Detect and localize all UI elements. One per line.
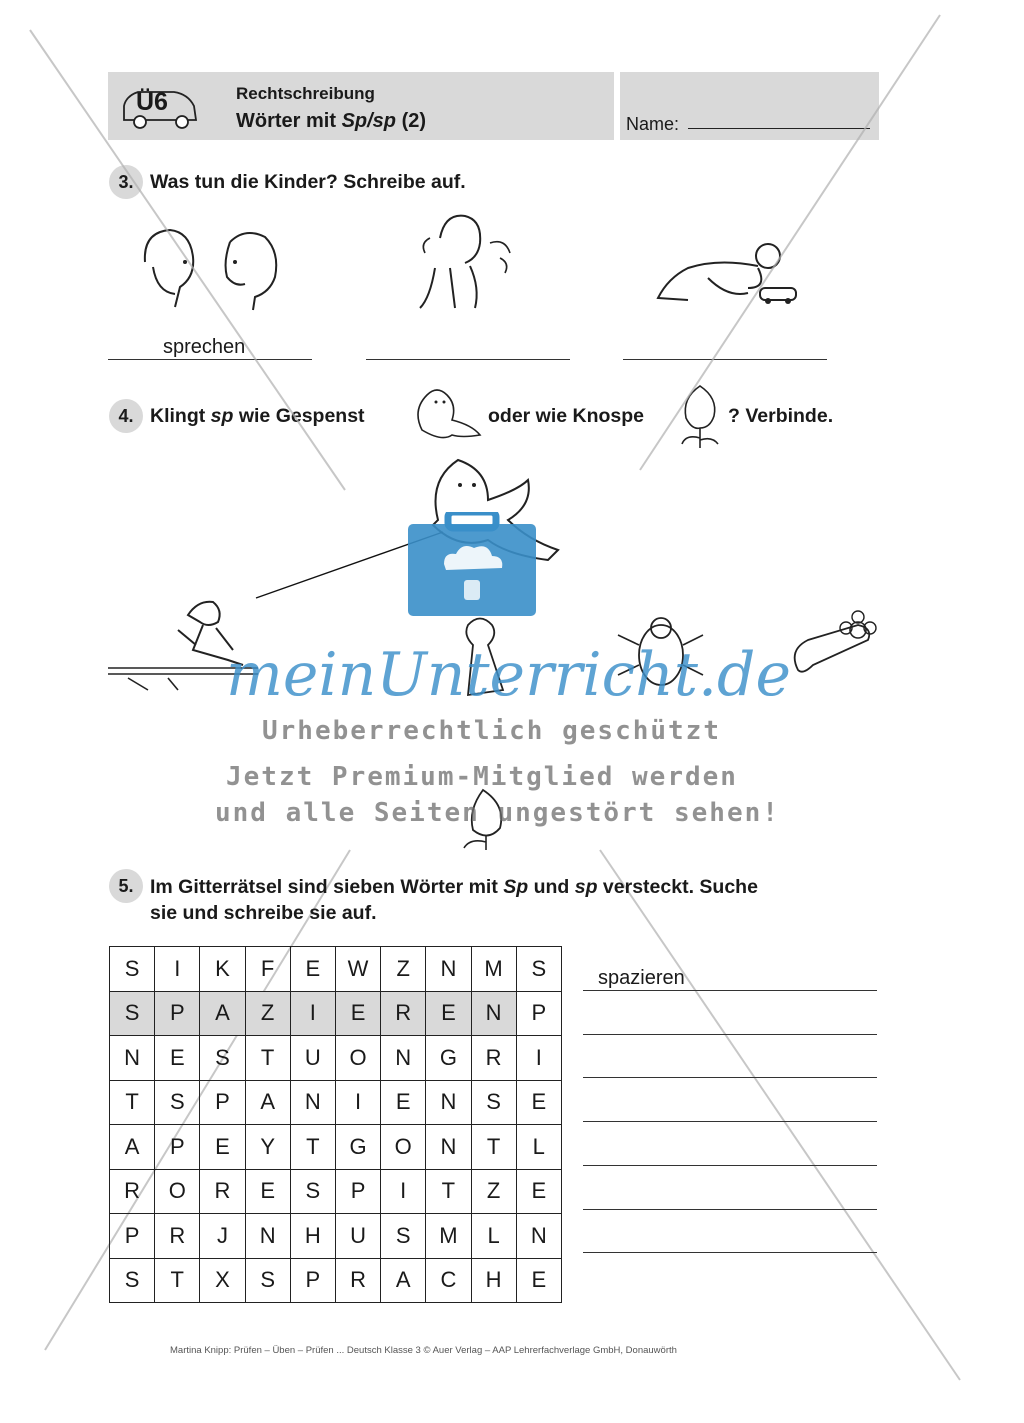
grid-row bbox=[110, 947, 562, 992]
grid-cell[interactable]: E bbox=[426, 991, 471, 1036]
task3-answer-1: sprechen bbox=[163, 336, 246, 358]
grid-cell[interactable]: F bbox=[245, 947, 290, 992]
task5-number: 5. bbox=[109, 869, 143, 903]
grid-row bbox=[110, 1258, 562, 1303]
grid-cell[interactable]: N bbox=[290, 1080, 335, 1125]
grid-cell[interactable]: G bbox=[335, 1125, 380, 1170]
grid-cell[interactable]: H bbox=[471, 1258, 516, 1303]
exercise-badge: Ü6 bbox=[136, 88, 168, 116]
grid-cell[interactable]: R bbox=[471, 1036, 516, 1081]
grid-cell[interactable]: S bbox=[200, 1036, 245, 1081]
task5-answer-1: spazieren bbox=[598, 967, 685, 989]
grid-cell[interactable]: O bbox=[335, 1036, 380, 1081]
task5-instruction-line2: sie und schreibe sie auf. bbox=[150, 902, 377, 924]
grid-cell[interactable]: M bbox=[426, 1214, 471, 1259]
grid-cell[interactable]: S bbox=[110, 947, 155, 992]
grid-cell[interactable]: E bbox=[155, 1036, 200, 1081]
grid-cell[interactable]: C bbox=[426, 1258, 471, 1303]
name-label: Name: bbox=[626, 114, 680, 134]
topic-title: Wörter mit Sp/sp (2) bbox=[236, 110, 427, 132]
grid-cell[interactable]: Z bbox=[381, 947, 426, 992]
grid-cell[interactable]: S bbox=[471, 1080, 516, 1125]
grid-cell[interactable]: N bbox=[110, 1036, 155, 1081]
footer-credit: Martina Knipp: Prüfen – Üben – Prüfen ... Deutsch Klasse 3 © Auer Verlag – AAP Lehrerfachverlage GmbH, Donauwörth bbox=[170, 1345, 677, 1356]
grid-cell[interactable]: I bbox=[290, 991, 335, 1036]
grid-cell[interactable]: I bbox=[516, 1036, 561, 1081]
grid-cell[interactable]: T bbox=[471, 1125, 516, 1170]
grid-cell[interactable]: J bbox=[200, 1214, 245, 1259]
watermark-line2: Jetzt Premium-Mitglied werden bbox=[226, 762, 738, 792]
grid-cell[interactable]: E bbox=[516, 1080, 561, 1125]
task4-instruction-part3: ? Verbinde. bbox=[728, 405, 834, 427]
grid-cell[interactable]: K bbox=[200, 947, 245, 992]
grid-cell[interactable]: E bbox=[200, 1125, 245, 1170]
grid-cell[interactable]: O bbox=[381, 1125, 426, 1170]
grid-row bbox=[110, 991, 562, 1036]
grid-cell[interactable]: S bbox=[155, 1080, 200, 1125]
task5-line-3[interactable] bbox=[583, 1077, 877, 1078]
grid-cell[interactable]: L bbox=[471, 1214, 516, 1259]
grid-cell[interactable]: S bbox=[245, 1258, 290, 1303]
grid-cell[interactable]: T bbox=[426, 1169, 471, 1214]
grid-cell[interactable]: N bbox=[381, 1036, 426, 1081]
grid-cell[interactable]: W bbox=[335, 947, 380, 992]
grid-cell[interactable]: S bbox=[290, 1169, 335, 1214]
grid-cell[interactable]: E bbox=[335, 991, 380, 1036]
subject-title: Rechtschreibung bbox=[236, 84, 375, 103]
grid-cell[interactable]: N bbox=[471, 991, 516, 1036]
task5-instruction-line1: Im Gitterrätsel sind sieben Wörter mit Sp und sp versteckt. Suche bbox=[150, 876, 758, 898]
grid-cell[interactable]: I bbox=[155, 947, 200, 992]
grid-row bbox=[110, 1169, 562, 1214]
grid-cell[interactable]: P bbox=[155, 991, 200, 1036]
task5-line-6[interactable] bbox=[583, 1209, 877, 1210]
grid-cell[interactable]: R bbox=[335, 1258, 380, 1303]
grid-row bbox=[110, 1080, 562, 1125]
grid-cell[interactable]: Z bbox=[245, 991, 290, 1036]
grid-cell[interactable]: O bbox=[155, 1169, 200, 1214]
grid-cell[interactable]: L bbox=[516, 1125, 561, 1170]
task5-line-7[interactable] bbox=[583, 1252, 877, 1253]
grid-cell[interactable]: E bbox=[381, 1080, 426, 1125]
task5-line-4[interactable] bbox=[583, 1121, 877, 1122]
grid-cell[interactable]: N bbox=[426, 1125, 471, 1170]
grid-cell[interactable]: T bbox=[110, 1080, 155, 1125]
grid-cell[interactable]: A bbox=[200, 991, 245, 1036]
grid-cell[interactable]: P bbox=[290, 1258, 335, 1303]
grid-cell[interactable]: U bbox=[290, 1036, 335, 1081]
grid-cell[interactable]: A bbox=[110, 1125, 155, 1170]
grid-cell[interactable]: X bbox=[200, 1258, 245, 1303]
grid-cell[interactable]: P bbox=[155, 1125, 200, 1170]
task4-instruction-part2: oder wie Knospe bbox=[488, 405, 645, 427]
grid-cell[interactable]: H bbox=[290, 1214, 335, 1259]
task4-number: 4. bbox=[109, 399, 143, 433]
grid-row bbox=[110, 1214, 562, 1259]
grid-cell[interactable]: S bbox=[381, 1214, 426, 1259]
grid-cell[interactable]: M bbox=[471, 947, 516, 992]
task3-instruction: Was tun die Kinder? Schreibe auf. bbox=[150, 171, 466, 193]
grid-cell[interactable]: P bbox=[335, 1169, 380, 1214]
grid-cell[interactable]: N bbox=[426, 947, 471, 992]
grid-cell[interactable]: U bbox=[335, 1214, 380, 1259]
grid-row bbox=[110, 1036, 562, 1081]
grid-cell[interactable]: N bbox=[426, 1080, 471, 1125]
word-search-grid bbox=[109, 946, 562, 1303]
watermark-logo: meinUnterricht.de bbox=[226, 640, 791, 710]
watermark-line1: Urheberrechtlich geschützt bbox=[262, 716, 721, 746]
grid-cell[interactable]: S bbox=[110, 1258, 155, 1303]
task3-number: 3. bbox=[109, 165, 143, 199]
grid-cell[interactable]: E bbox=[516, 1169, 561, 1214]
task5-line-2[interactable] bbox=[583, 1034, 877, 1035]
grid-cell[interactable]: P bbox=[110, 1214, 155, 1259]
grid-row bbox=[110, 1125, 562, 1170]
grid-cell[interactable]: R bbox=[155, 1214, 200, 1259]
grid-cell[interactable]: A bbox=[381, 1258, 426, 1303]
grid-cell[interactable]: E bbox=[290, 947, 335, 992]
grid-cell[interactable]: S bbox=[516, 947, 561, 992]
grid-cell[interactable]: I bbox=[335, 1080, 380, 1125]
grid-cell[interactable]: P bbox=[200, 1080, 245, 1125]
task4-instruction-part1: Klingt sp wie Gespenst bbox=[150, 405, 365, 427]
grid-cell[interactable]: Y bbox=[245, 1125, 290, 1170]
grid-cell[interactable]: S bbox=[110, 991, 155, 1036]
grid-cell[interactable]: T bbox=[155, 1258, 200, 1303]
grid-cell[interactable]: A bbox=[245, 1080, 290, 1125]
grid-cell[interactable]: R bbox=[110, 1169, 155, 1214]
task5-line-1[interactable] bbox=[583, 990, 877, 991]
watermark-line3: und alle Seiten ungestört sehen! bbox=[215, 798, 780, 828]
grid-cell[interactable]: P bbox=[516, 991, 561, 1036]
grid-cell[interactable]: E bbox=[516, 1258, 561, 1303]
grid-cell[interactable]: T bbox=[290, 1125, 335, 1170]
grid-cell[interactable]: N bbox=[516, 1214, 561, 1259]
grid-cell[interactable]: N bbox=[245, 1214, 290, 1259]
grid-cell[interactable]: R bbox=[381, 991, 426, 1036]
grid-cell[interactable]: T bbox=[245, 1036, 290, 1081]
grid-cell[interactable]: Z bbox=[471, 1169, 516, 1214]
grid-cell[interactable]: R bbox=[200, 1169, 245, 1214]
grid-cell[interactable]: I bbox=[381, 1169, 426, 1214]
grid-cell[interactable]: E bbox=[245, 1169, 290, 1214]
task5-line-5[interactable] bbox=[583, 1165, 877, 1166]
grid-cell[interactable]: G bbox=[426, 1036, 471, 1081]
